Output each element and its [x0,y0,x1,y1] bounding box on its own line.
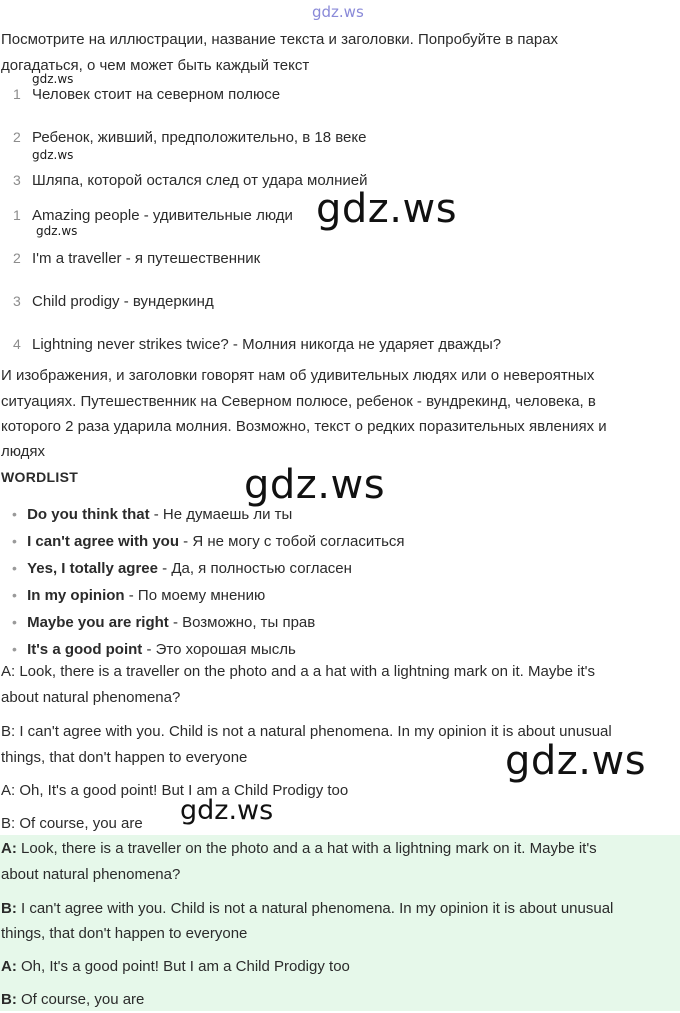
dialog-line: things, that don't happen to everyone [1,749,248,766]
item-number: 4 [13,336,21,352]
phrase-en: Maybe you are right [27,614,169,631]
list-item [12,641,296,658]
dialog-line [1,896,613,922]
list-item-text: Шляпа, которой остался след от удара молнией [32,172,368,189]
item-number: 2 [13,250,21,266]
watermark-large: gdz.ws [244,462,386,508]
wordlist-heading: WORDLIST [1,469,79,485]
phrase-ru: - Это хорошая мысль [142,641,296,658]
item-number: 3 [13,172,21,188]
list-item [13,293,21,310]
dialog-line: about natural phenomena? [1,866,181,883]
list-item [12,506,292,523]
phrase-en: Do you think that [27,506,150,523]
speaker-label: B: [1,900,17,917]
conclusion-line-3: которого 2 раза ударила молния. Возможно, текст о редких поразительных явлениях и [1,418,607,435]
dialog-line [1,836,597,862]
list-item [13,129,21,146]
bullet-icon: • [12,533,17,549]
dialog-line: B: I can't agree with you. Child is not a natural phenomena. In my opinion it is about unusual [1,723,612,740]
watermark-medium: gdz.ws [180,795,274,826]
phrase-en: I can't agree with you [27,533,180,550]
dialog-line: about natural phenomena? [1,689,181,706]
dialog-line: B: Of course, you are [1,815,143,832]
watermark-small: gdz.ws [32,148,74,162]
dialog-line: A: Oh, It's a good point! But I am a Child Prodigy too [1,782,349,799]
list-item [13,250,21,267]
phrase-ru: - Я не могу с тобой согласиться [179,533,405,550]
phrase-en: Yes, I totally agree [27,560,158,577]
phrase-ru: - Да, я полностью согласен [157,560,352,577]
watermark-small: gdz.ws [36,224,78,238]
list-item [13,207,21,224]
intro-line-2: догадаться, о чем может быть каждый текст [1,57,310,74]
list-item-text: Amazing people - удивительные люди [32,207,293,224]
speaker-label: B: [1,991,17,1008]
list-item [13,172,21,189]
list-item-text: Child prodigy - вундеркинд [32,293,214,310]
item-number: 2 [13,129,21,145]
conclusion-line-2: ситуациях. Путешественник на Северном полюсе, ребенок - вундрекинд, человека, в [1,393,596,410]
watermark-top: gdz.ws [312,3,364,21]
list-item [12,560,352,577]
bullet-icon: • [12,506,17,522]
watermark-large: gdz.ws [316,186,458,232]
list-item-text: I'm a traveller - я путешественник [32,250,261,267]
phrase-ru: - Не думаешь ли ты [149,506,293,523]
list-item-text: Ребенок, живший, предположительно, в 18 веке [32,129,367,146]
list-item [13,336,21,353]
dialog-text: Of course, you are [16,991,145,1008]
list-item-text: Lightning never strikes twice? - Молния никогда не ударяет дважды? [32,336,502,353]
speaker-label: A: [1,840,17,857]
dialog-text: Look, there is a traveller on the photo and a a hat with a lightning mark on it. Maybe it's [16,840,597,857]
list-item [12,614,315,631]
list-item [13,86,21,103]
intro-line-1: Посмотрите на иллюстрации, название текста и заголовки. Попробуйте в парах [1,31,559,48]
dialog-text: Oh, It's a good point! But I am a Child Prodigy too [16,958,350,975]
item-number: 1 [13,207,21,223]
phrase-ru: - По моему мнению [124,587,266,604]
watermark-large: gdz.ws [505,738,647,784]
list-item [12,533,405,550]
list-item [12,587,265,604]
dialog-text: I can't agree with you. Child is not a natural phenomena. In my opinion it is about unusual [16,900,614,917]
conclusion-line-4: людях [1,443,46,460]
phrase-en: In my opinion [27,587,125,604]
phrase-ru: - Возможно, ты прав [168,614,316,631]
phrase-en: It's a good point [27,641,143,658]
bullet-icon: • [12,641,17,657]
bullet-icon: • [12,560,17,576]
conclusion-line-1: И изображения, и заголовки говорят нам об удивительных людях или о невероятных [1,367,595,384]
dialog-line: things, that don't happen to everyone [1,925,248,942]
dialog-line: A: Look, there is a traveller on the photo and a a hat with a lightning mark on it. Maybe it's [1,663,596,680]
list-item-text: Человек стоит на северном полюсе [32,86,281,103]
item-number: 3 [13,293,21,309]
watermark-small: gdz.ws [32,72,74,86]
speaker-label: A: [1,958,17,975]
bullet-icon: • [12,614,17,630]
item-number: 1 [13,86,21,102]
dialog-line [1,954,350,980]
bullet-icon: • [12,587,17,603]
dialog-line [1,987,144,1013]
